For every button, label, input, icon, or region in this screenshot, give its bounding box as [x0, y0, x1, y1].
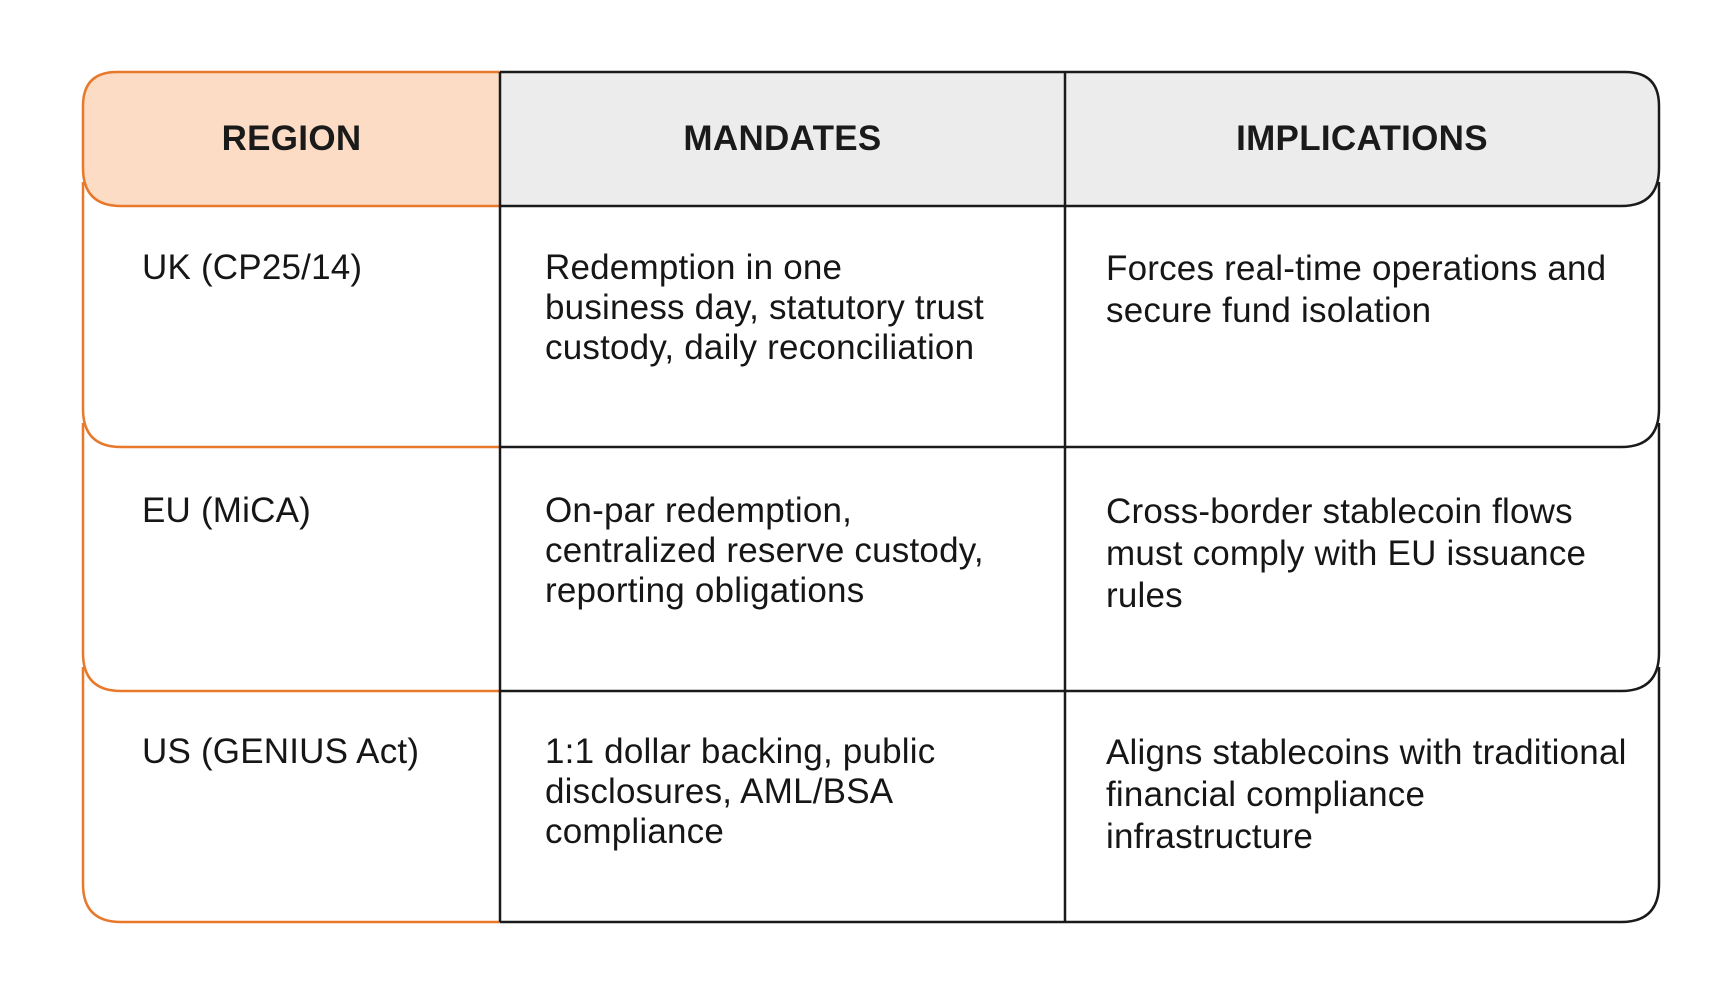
regulation-table	[83, 72, 1659, 922]
row2-region: EU (MiCA)	[142, 491, 312, 530]
row1-region-outline	[83, 182, 500, 447]
header-mandates: MANDATES	[683, 119, 882, 158]
row1-mandates: Redemption in one business day, statutory trust custody, daily reconciliation	[545, 248, 984, 367]
row2-implications: Cross-border stablecoin flows must comply with EU issuance rules	[1106, 492, 1587, 615]
row3-implications: Aligns stablecoins with traditional financial compliance infrastructure	[1106, 733, 1627, 856]
row2-region-outline	[83, 423, 500, 691]
row3-region-outline	[83, 667, 500, 922]
header-region: REGION	[221, 119, 362, 158]
row2-mandates: On-par redemption, centralized reserve custody, reporting obligations	[545, 491, 984, 610]
row1-implications: Forces real-time operations and secure fund isolation	[1106, 249, 1607, 330]
header-implications: IMPLICATIONS	[1236, 119, 1488, 158]
row3-region: US (GENIUS Act)	[142, 732, 420, 771]
row1-region: UK (CP25/14)	[142, 248, 363, 287]
row3-mandates: 1:1 dollar backing, public disclosures, AML/BSA compliance	[545, 732, 936, 851]
